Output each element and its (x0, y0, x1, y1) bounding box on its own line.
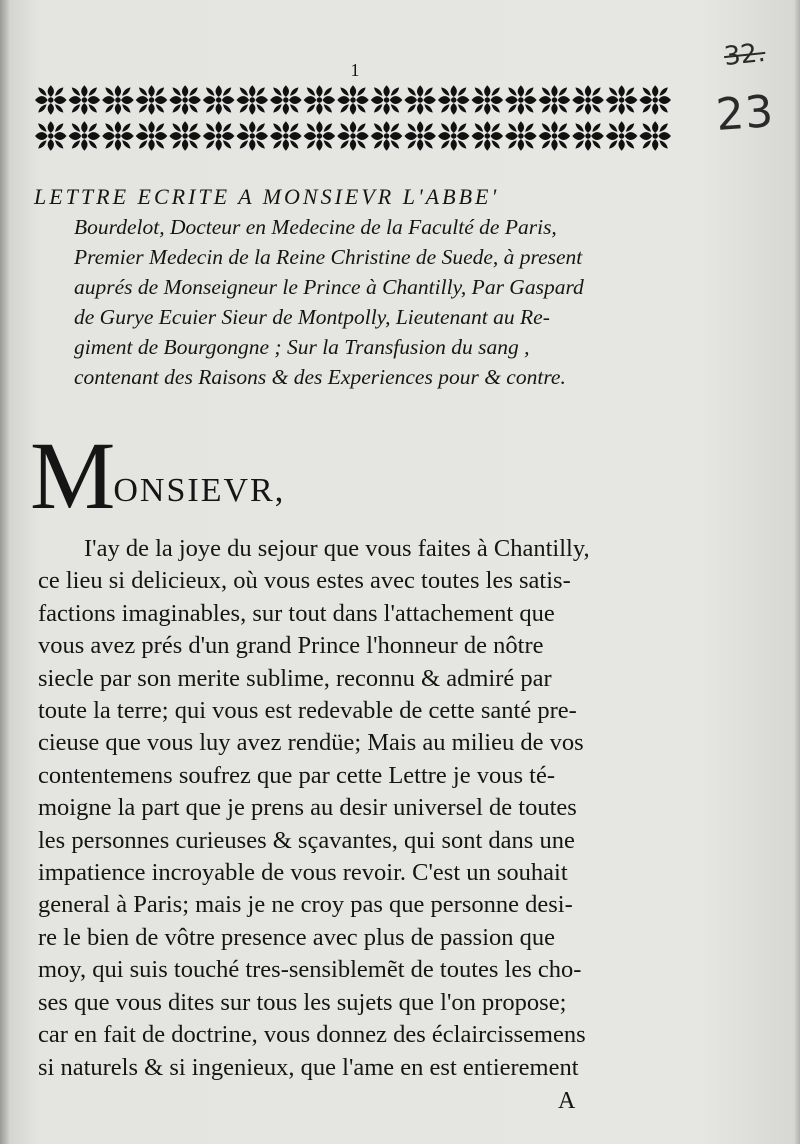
fleuron-icon (572, 85, 604, 114)
fleuron-icon (337, 121, 369, 150)
page-number: 1 (350, 60, 360, 80)
decorative-ornament-band (34, 82, 672, 154)
body-line: moy, qui suis touché tres-sensiblemẽt de toutes les cho- (38, 956, 582, 984)
fleuron-icon (35, 121, 67, 150)
letter-title (34, 182, 674, 392)
handwritten-old-folio: 32. (722, 37, 767, 73)
fleuron-icon (102, 121, 133, 150)
fleuron-icon (337, 85, 369, 114)
page-right-edge (794, 0, 800, 1144)
fleuron-icon (438, 121, 470, 150)
fleuron-icon (102, 85, 133, 114)
fleuron-icon (404, 121, 436, 150)
page-edge-shadow (0, 0, 10, 1144)
fleuron-icon (169, 85, 201, 114)
fleuron-icon (639, 121, 671, 150)
fleuron-icon (35, 85, 67, 114)
title-line: contenant des Raisons & des Experiences pour & contre. (74, 365, 566, 389)
fleuron-icon (472, 121, 504, 150)
fleuron-icon (304, 121, 336, 150)
fleuron-icon (472, 85, 504, 114)
fleuron-icon (606, 85, 638, 114)
fleuron-icon (371, 85, 403, 114)
body-line: re le bien de vôtre presence avec plus de passion que (38, 923, 556, 951)
body-line: toute la terre; qui vous est redevable de cette santé pre- (38, 697, 577, 725)
catchword: A (558, 1088, 576, 1114)
fleuron-icon (203, 85, 235, 114)
fleuron-icon (606, 121, 638, 150)
body-line: ses que vous dites sur tous les sujets que l'on propose; (38, 988, 567, 1016)
body-line: general à Paris; mais je ne croy pas que personne desi- (38, 891, 573, 919)
body-line: vous avez prés d'un grand Prince l'honneur de nôtre (38, 632, 544, 660)
handwritten-folio-number: 23 (714, 86, 776, 141)
body-line: I'ay de la joye du sejour que vous faites à Chantilly, (84, 535, 590, 562)
body-line: siecle par son merite sublime, reconnu & admiré par (38, 664, 552, 692)
title-line: de Gurye Ecuier Sieur de Montpolly, Lieutenant au Re- (74, 305, 550, 329)
fleuron-border-icon (34, 82, 672, 154)
body-line: factions imaginables, sur tout dans l'attachement que (38, 599, 555, 627)
fleuron-icon (203, 121, 235, 150)
body-line: contentemens soufrez que par cette Lettre je vous té- (38, 761, 555, 789)
fleuron-icon (539, 121, 571, 150)
fleuron-icon (438, 85, 470, 114)
title-line: Premier Medecin de la Reine Christine de Suede, à present (74, 245, 583, 269)
fleuron-icon (270, 85, 302, 114)
drop-cap-initial: M (30, 422, 116, 529)
fleuron-icon (237, 121, 269, 150)
fleuron-icon (639, 85, 671, 114)
fleuron-icon (237, 85, 269, 114)
body-line: car en fait de doctrine, vous donnez des éclaircissemens (38, 1021, 586, 1049)
title-line: giment de Bourgongne ; Sur la Transfusion du sang , (74, 335, 530, 359)
fleuron-icon (270, 121, 302, 150)
salutation-rest: ONSIEVR, (113, 472, 286, 509)
title-line: LETTRE ECRITE A MONSIEVR L'ABBE' (34, 184, 500, 209)
title-line: auprés de Monseigneur le Prince à Chantilly, Par Gaspard (74, 275, 584, 299)
fleuron-icon (505, 121, 537, 150)
salutation (30, 422, 286, 538)
fleuron-icon (69, 121, 100, 150)
fleuron-icon (539, 85, 571, 114)
body-line: les personnes curieuses & sçavantes, qui sont dans une (38, 826, 575, 854)
body-line: moigne la part que je prens au desir universel de toutes (38, 794, 577, 822)
fleuron-icon (304, 85, 336, 114)
body-line: ce lieu si delicieux, où vous estes avec toutes les satis- (38, 567, 571, 595)
fleuron-icon (169, 121, 201, 150)
fleuron-icon (404, 85, 436, 114)
title-line: Bourdelot, Docteur en Medecine de la Faculté de Paris, (74, 215, 557, 239)
fleuron-icon (572, 121, 604, 150)
body-line: cieuse que vous luy avez rendüe; Mais au milieu de vos (38, 729, 584, 757)
body-line: impatience incroyable de vous revoir. C'est un souhait (38, 859, 568, 887)
body-line: si naturels & si ingenieux, que l'ame en est entierement (38, 1053, 579, 1081)
fleuron-icon (69, 85, 100, 114)
fleuron-icon (136, 85, 168, 114)
fleuron-icon (371, 121, 403, 150)
letter-body (38, 533, 672, 1084)
fleuron-icon (505, 85, 537, 114)
fleuron-icon (136, 121, 168, 150)
